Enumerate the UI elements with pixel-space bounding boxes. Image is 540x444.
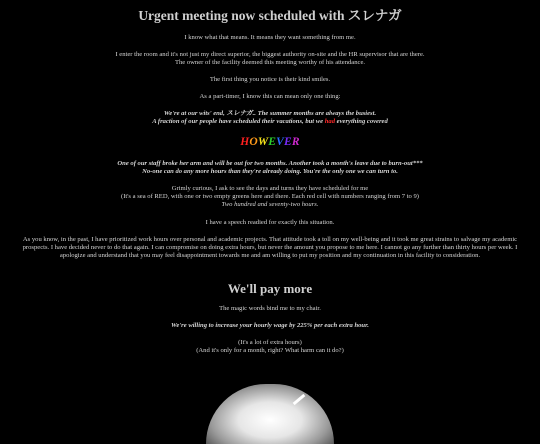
glowing-orb-image <box>206 384 334 444</box>
quote-wits-end-red-word: had <box>324 118 336 125</box>
paragraph-smiles: The first thing you notice is their kind smiles. <box>209 76 331 83</box>
paragraph-speech-body: As you know, in the past, I have prioritized work hours over personal and academic projects. That attitude took a toll on my well-being and it took me great strains to salvage my academic prospects. I have decided never to do that again. I can compromise on doing extra hours, but never the amount you propose to me here. I cannot go any further than thirty hours per week. I apologize and understand that you may feel disappointment towards me and am willing to put my position and my continuation in this facility to consideration. <box>22 236 518 259</box>
paragraph-room <box>20 51 520 67</box>
paragraph-room-line-1: I enter the room and it's not just my direct superior, the biggest authority on-site and the HR supervisor that are there. <box>115 51 425 58</box>
orb-highlight <box>293 394 306 405</box>
paragraph-magic-words: The magic words bind me to my chair. <box>219 305 321 312</box>
page-title: Urgent meeting now scheduled with スレナガ <box>138 8 402 23</box>
however-letter: O <box>249 136 258 148</box>
quote-staff-out-line-1: One of our staff broke her arm and will be out for two months. Another took a month's leave due to burn-out*** <box>117 160 423 167</box>
quote-wits-end-text-a: A fraction of our people have scheduled their vacations, but we <box>152 118 325 125</box>
however-letter: E <box>284 136 292 148</box>
quote-wits-end-line-2 <box>20 118 520 126</box>
paragraph-speech: I have a speech readied for exactly this situation. <box>205 219 335 226</box>
paragraph-schedule-line-1: Grimly curious, I ask to see the days and turns they have scheduled for me <box>171 185 369 192</box>
however-heading <box>20 135 520 149</box>
however-letter: E <box>268 136 277 148</box>
quote-wits-end-line-1: We're at our wits' end, スレナガ.. The summer months are always the busiest. <box>163 110 377 117</box>
paragraph-meaning: I know what that means. It means they want something from me. <box>184 34 356 41</box>
paragraph-part-timer: As a part-timer, I know this can mean only one thing: <box>199 93 341 100</box>
quote-wage-increase: We're willing to increase your hourly wage by 225% per each extra hour. <box>171 322 369 329</box>
paragraph-schedule-line-3: Two hundred and seventy-two hours. <box>221 201 319 208</box>
quote-staff-out <box>20 160 520 176</box>
quote-staff-out-line-2: No-one can do any more hours than they're already doing. You're the only one we can turn to. <box>142 168 398 175</box>
however-letter: W <box>257 136 269 148</box>
quote-wits-end-text-b: everything covered <box>335 118 388 125</box>
paragraph-schedule <box>20 185 520 209</box>
paragraph-room-line-2: The owner of the facility deemed this meeting worthy of his attendance. <box>174 59 366 66</box>
paragraph-schedule-line-2: (It's a sea of RED, with one or two empty greens here and there. Each red cell with numbers ranging from 7 to 9) <box>121 193 419 200</box>
paragraph-extra-hours-line-1: (It's a lot of extra hours) <box>238 339 302 346</box>
heading-pay-more: We'll pay more <box>227 281 313 296</box>
however-letter: R <box>291 136 300 148</box>
quote-wits-end <box>20 110 520 126</box>
however-letter: H <box>240 136 250 148</box>
paragraph-extra-hours-line-2: (And it's only for a month, right? What harm can it do?) <box>196 347 344 354</box>
paragraph-extra-hours <box>20 339 520 355</box>
however-letter: V <box>276 136 285 148</box>
